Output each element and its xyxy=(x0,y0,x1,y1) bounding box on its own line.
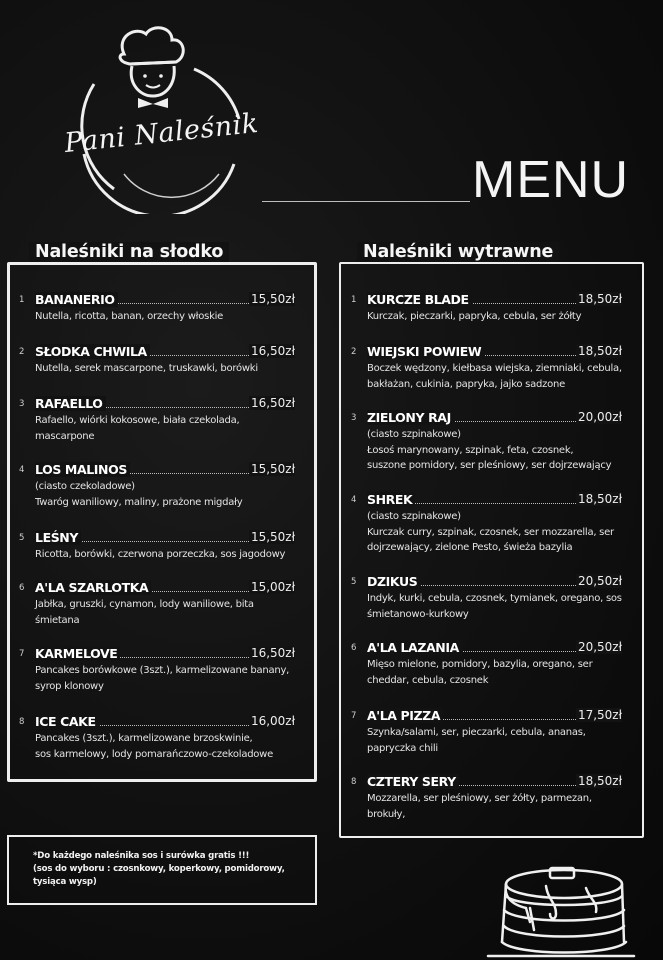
item-name: RAFAELLO xyxy=(35,396,106,411)
item-number: 8 xyxy=(351,777,357,787)
description-line: suszone pomidory, ser pleśniowy, ser dojrzewający xyxy=(367,460,612,471)
item-price: 18,50zł xyxy=(577,292,622,306)
item-number: 6 xyxy=(351,643,357,653)
description-line: Pancakes borówkowe (3szt.), karmelizowane banany, xyxy=(35,665,290,676)
item-name: ZIELONY RAJ xyxy=(367,410,454,425)
item-description xyxy=(35,547,290,563)
description-line: Mozzarella, ser pleśniowy, ser żółty, parmezan, xyxy=(367,793,592,804)
item-number: 3 xyxy=(351,413,357,423)
section-title: Naleśniki na słodko xyxy=(29,242,229,262)
item-price: 20,00zł xyxy=(577,410,622,424)
item-number: 2 xyxy=(19,347,25,357)
item-name: A'LA PIZZA xyxy=(367,708,443,723)
item-price: 18,50zł xyxy=(577,344,622,358)
description-line: sos karmelowy, lody pomarańczowo-czekoladowe xyxy=(35,748,274,760)
item-price: 18,50zł xyxy=(577,492,622,506)
item-description xyxy=(35,597,290,628)
description-line: dojrzewający, zielone Pesto, świeża bazylia xyxy=(367,542,573,553)
item-description xyxy=(35,731,290,762)
description-line: mascarpone xyxy=(35,430,95,442)
item-description xyxy=(367,791,622,822)
description-line: Rafaello, wiórki kokosowe, biała czekolada, xyxy=(35,415,240,426)
item-price: 17,50zł xyxy=(577,708,622,722)
logo xyxy=(54,24,269,214)
item-number: 4 xyxy=(19,465,25,475)
item-name: LOS MALINOS xyxy=(35,462,130,477)
item-price: 16,00zł xyxy=(250,714,295,728)
description-line: Jabłka, gruszki, cynamon, lody waniliowe, bita xyxy=(35,599,254,610)
item-name: A'LA SZARLOTKA xyxy=(35,580,151,595)
item-name: A'LA LAZANIA xyxy=(367,640,462,655)
page-title: MENU xyxy=(472,151,630,209)
description-line: Boczek wędzony, kiełbasa wiejska, ziemniaki, cebula, xyxy=(367,363,622,374)
item-description xyxy=(367,309,622,325)
item-number: 5 xyxy=(19,533,25,543)
item-number: 3 xyxy=(19,399,25,409)
brand-name: Pani Naleśnik xyxy=(63,107,260,160)
item-number: 6 xyxy=(19,583,25,593)
item-description xyxy=(367,657,622,688)
item-price: 20,50zł xyxy=(577,574,622,588)
sweet-section xyxy=(7,240,317,782)
item-description xyxy=(367,725,622,756)
item-description xyxy=(35,361,290,377)
item-description xyxy=(35,479,290,510)
description-line: Pancakes (3szt.), karmelizowane brzoskwinie, xyxy=(35,733,253,744)
item-number: 5 xyxy=(351,577,357,587)
item-number: 1 xyxy=(19,295,25,305)
description-line: brokuły, xyxy=(367,808,406,820)
item-number: 8 xyxy=(19,717,25,727)
savory-section xyxy=(339,240,644,838)
description-line: cheddar, cebula, czosnek xyxy=(367,674,489,686)
item-description xyxy=(367,427,622,474)
item-number: 7 xyxy=(19,649,25,659)
item-name: KARMELOVE xyxy=(35,646,120,661)
item-price: 15,00zł xyxy=(250,580,295,594)
note-box xyxy=(7,835,317,905)
item-price: 15,50zł xyxy=(250,530,295,544)
description-line: Nutella, serek mascarpone, truskawki, borówki xyxy=(35,363,258,374)
description-line: Kurczak, pieczarki, papryka, cebula, ser żółty xyxy=(367,311,582,322)
description-line: śmietana xyxy=(35,614,80,626)
item-number: 1 xyxy=(351,295,357,305)
note-line: *Do każdego naleśnika sos i surówka gratis !!! xyxy=(33,851,250,861)
description-line: (ciasto czekoladowe) xyxy=(35,481,135,492)
description-line: (ciasto szpinakowe) xyxy=(367,429,461,440)
item-price: 15,50zł xyxy=(250,292,295,306)
description-line: Ricotta, borówki, czerwona porzeczka, sos jagodowy xyxy=(35,549,286,560)
item-price: 15,50zł xyxy=(250,462,295,476)
item-description xyxy=(35,309,290,325)
note-line: (sos do wyboru : czosnkowy, koperkowy, pomidorowy, xyxy=(33,864,285,874)
description-line: Twaróg waniliowy, maliny, prażone migdały xyxy=(35,496,243,508)
item-name: BANANERIO xyxy=(35,292,118,307)
description-line: (ciasto szpinakowe) xyxy=(367,511,461,522)
description-line: Nutella, ricotta, banan, orzechy włoskie xyxy=(35,311,224,322)
item-number: 2 xyxy=(351,347,357,357)
note-line: tysiąca wysp) xyxy=(33,877,97,887)
section-title: Naleśniki wytrawne xyxy=(357,242,559,262)
item-description xyxy=(35,663,290,694)
item-number: 4 xyxy=(351,495,357,505)
description-line: Kurczak curry, szpinak, czosnek, ser mozzarella, ser xyxy=(367,526,614,538)
description-line: Indyk, kurki, cebula, czosnek, tymianek, oregano, sos xyxy=(367,593,622,604)
item-number: 7 xyxy=(351,711,357,721)
item-description xyxy=(367,509,622,556)
item-name: SHREK xyxy=(367,492,415,507)
item-description xyxy=(367,591,622,622)
item-price: 16,50zł xyxy=(250,396,295,410)
section-frame xyxy=(7,262,317,782)
description-line: Łosoś marynowany, szpinak, feta, czosnek, xyxy=(367,444,574,456)
item-name: LEŚNY xyxy=(35,530,81,545)
divider xyxy=(262,201,470,202)
item-name: CZTERY SERY xyxy=(367,774,459,789)
item-price: 16,50zł xyxy=(250,344,295,358)
item-name: SŁODKA CHWILA xyxy=(35,344,150,359)
description-line: Mięso mielone, pomidory, bazylia, oregano, ser xyxy=(367,659,593,670)
item-price: 20,50zł xyxy=(577,640,622,654)
item-name: DZIKUS xyxy=(367,574,420,589)
description-line: papryczka chili xyxy=(367,742,438,754)
description-line: śmietanowo-kurkowy xyxy=(367,608,469,620)
description-line: syrop klonowy xyxy=(35,680,104,692)
note-text xyxy=(33,850,303,889)
item-name: ICE CAKE xyxy=(35,714,99,729)
item-description xyxy=(35,413,290,444)
item-description xyxy=(367,361,622,392)
description-line: Szynka/salami, ser, pieczarki, cebula, ananas, xyxy=(367,727,586,738)
item-name: WIEJSKI POWIEW xyxy=(367,344,484,359)
description-line: bakłażan, cukinia, papryka, jajko sadzone xyxy=(367,378,565,390)
item-price: 16,50zł xyxy=(250,646,295,660)
item-name: KURCZE BLADE xyxy=(367,292,472,307)
item-price: 18,50zł xyxy=(577,774,622,788)
pancake-stack-icon xyxy=(486,856,636,960)
